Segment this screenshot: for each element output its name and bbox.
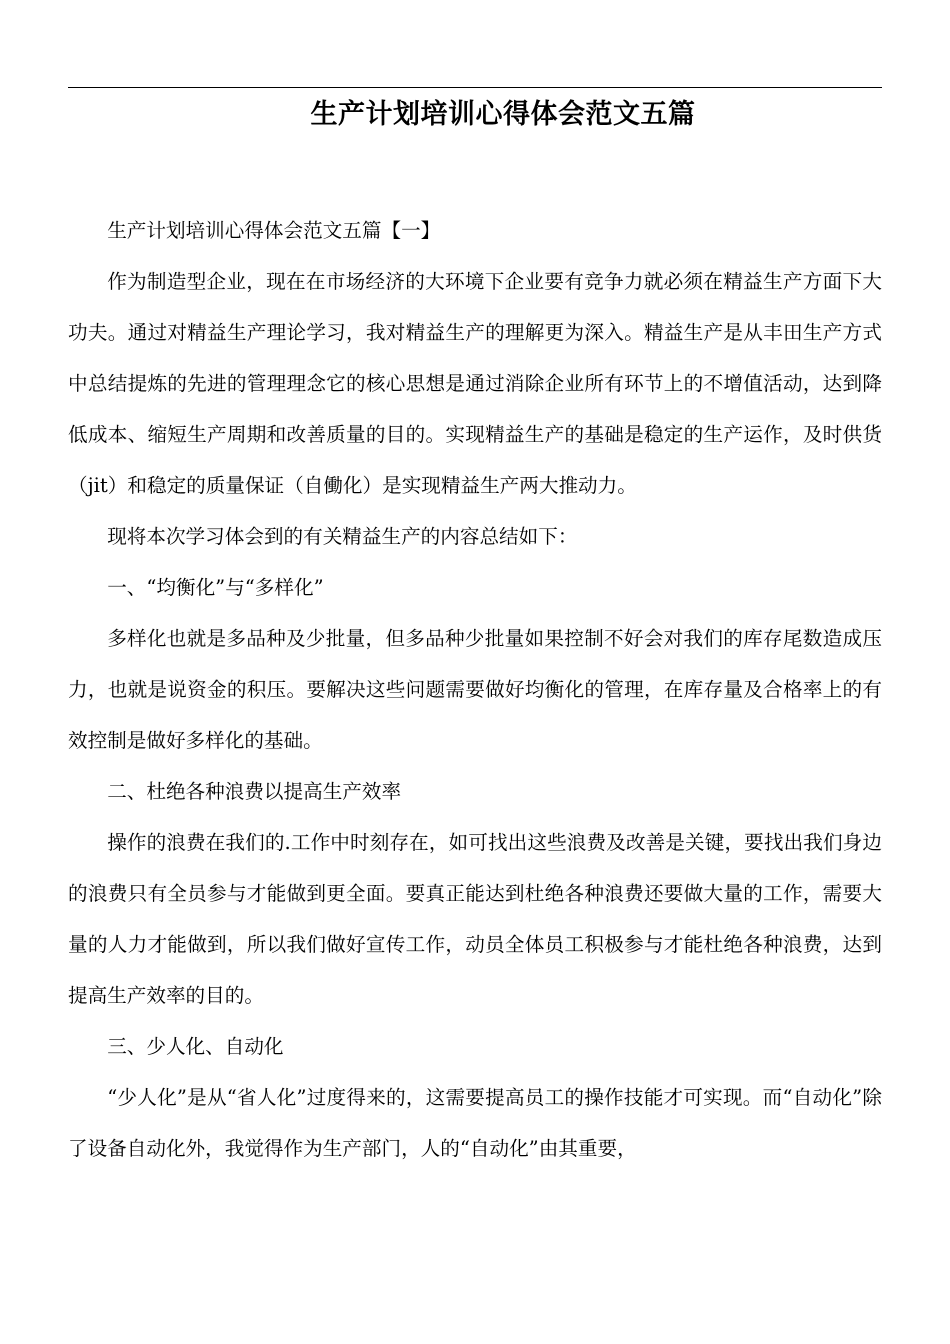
subheading-automation: 三、少人化、自动化 bbox=[107, 1035, 284, 1058]
waste-paragraph: 操作的浪费在我们的.工作中时刻存在，如可找出这些浪费及改善是关键，要找出我们身边的浪费只有全员参与才能做到更全面。要真正能达到杜绝各种浪费还要做大量的工作，需要大量的人力才能做到，所以我们做好宣传工作，动员全体员工积极参与才能杜绝各种浪费，达到提高生产效率的目的。 bbox=[68, 831, 882, 1007]
subheading-balance-diversity: 一、“均衡化”与“多样化” bbox=[107, 576, 324, 599]
automation-paragraph: “少人化”是从“省人化”过度得来的，这需要提高员工的操作技能才可实现。而“自动化”除了设备自动化外，我觉得作为生产部门，人的“自动化”由其重要， bbox=[68, 1086, 882, 1160]
subheading-eliminate-waste: 二、杜绝各种浪费以提高生产效率 bbox=[107, 780, 402, 803]
document-title: 生产计划培训心得体会范文五篇 bbox=[310, 99, 696, 130]
header-rule bbox=[68, 87, 882, 88]
summary-lead-paragraph: 现将本次学习体会到的有关精益生产的内容总结如下： bbox=[107, 525, 578, 548]
diversity-paragraph: 多样化也就是多品种及少批量，但多品种少批量如果控制不好会对我们的库存尾数造成压力，也就是说资金的积压。要解决这些问题需要做好均衡化的管理，在库存量及合格率上的有效控制是做好多样化的基础。 bbox=[68, 627, 882, 752]
intro-paragraph: 作为制造型企业，现在在市场经济的大环境下企业要有竞争力就必须在精益生产方面下大功夫。通过对精益生产理论学习，我对精益生产的理解更为深入。精益生产是从丰田生产方式中总结提炼的先进的管理理念它的核心思想是通过消除企业所有环节上的不增值活动，达到降低成本、缩短生产周期和改善质量的目的。实现精益生产的基础是稳定的生产运作，及时供货（jit）和稳定的质量保证（自働化）是实现精益生产两大推动力。 bbox=[68, 270, 882, 497]
document-body bbox=[68, 205, 882, 1174]
section-heading-part-one: 生产计划培训心得体会范文五篇【一】 bbox=[107, 219, 441, 242]
